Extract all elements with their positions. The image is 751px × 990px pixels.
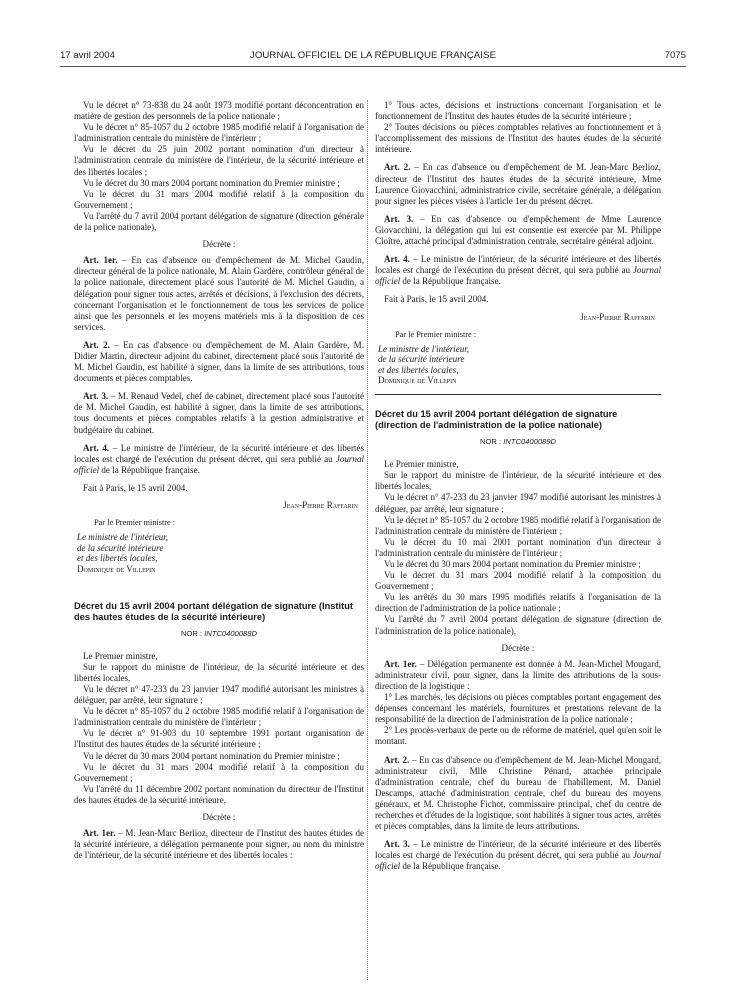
decrete-heading: Décrète : <box>501 642 535 653</box>
article-text: – En cas d'absence ou d'empêchement de M. Jean-Marc Berlioz, directeur de l'Institut des hautes études de la sécurité intérieure, Mme Laurence Giovacchini, administratrice civile, secrétaire générale, a délégation pour signer les pièces visées à l'article 1er du présent décret. <box>375 162 662 206</box>
visa: Vu le décret n° 85-1057 du 2 octobre 1985 modifié relatif à l'organisation de l'administration centrale du ministère de l'intérieur ; <box>375 514 661 536</box>
article-text: – En cas d'absence ou d'empêchement de M. Alain Gardère, M. Didier Martin, directeur adjoint du cabinet, directement placé sous l'autorité de M. Michel Gaudin, est habilité à signer, dans la limite de ses attributions, tous documents et pièces comptables. <box>74 339 364 384</box>
list-item: 2° Les procès-verbaux de perte ou de réforme de matériel, quel qu'en soit le montant. <box>375 725 661 747</box>
visa: Vu le décret n° 85-1057 du 2 octobre 1985 modifié relatif à l'organisation de l'administration centrale du ministère de l'intérieur ; <box>74 706 364 728</box>
visa: Vu le décret n° 73-838 du 24 août 1973 modifié portant déconcentration en matière de gestion des personnels de la police nationale ; <box>74 100 364 122</box>
list-item: 1° Tous actes, décisions et instructions concernant l'organisation et le fonctionnement de l'Institut des hautes études de la sécurité intérieure ; <box>375 100 661 122</box>
minister-name: Dominique de Villepin <box>77 563 156 574</box>
journal-officiel-ref: Journal officiel <box>375 850 661 872</box>
minister-signature <box>378 344 661 387</box>
left-column <box>74 100 364 861</box>
article-label: Art. 2. <box>384 162 411 173</box>
premier-ministre: Le Premier ministre, <box>83 650 158 661</box>
fait-a-paris: Fait à Paris, le 15 avril 2004. <box>384 294 489 305</box>
article-label: Art. 3. <box>384 213 414 224</box>
minister-title-line: de la sécurité intérieure <box>77 542 164 553</box>
article-text: de la République française. <box>400 861 501 872</box>
header-date: 17 avril 2004 <box>60 50 115 61</box>
fait-a-paris: Fait à Paris, le 15 avril 2004. <box>83 482 188 493</box>
visa: Vu le décret du 30 mars 2004 portant nomination du Premier ministre ; <box>384 559 641 569</box>
minister-signature <box>77 532 364 575</box>
header-rule <box>60 66 686 67</box>
article-label: Art. 4. <box>384 254 410 265</box>
list-item: 2° Toutes décisions ou pièces comptables relatives au fonctionnement et à l'accomplissement des missions de l'Institut des hautes études de la sécurité intérieure. <box>375 122 661 155</box>
journal-title: JOURNAL OFFICIEL DE LA RÉPUBLIQUE FRANÇAISE <box>249 50 497 61</box>
nor-reference <box>74 628 364 639</box>
section-separator <box>375 394 661 395</box>
article-text: de la République française. <box>99 464 200 475</box>
article <box>375 162 661 206</box>
signatory: Jean-Pierre Raffarin <box>580 311 655 322</box>
article-label: Art. 3. <box>83 391 109 402</box>
article-text: de la République française. <box>400 276 501 287</box>
decree-title: Décret du 15 avril 2004 portant délégation de signature (direction de l'administration de la police nationale) <box>375 409 618 431</box>
article <box>74 391 364 435</box>
visa: Vu le décret n° 47-233 du 23 janvier 1947 modifié autorisant les ministres à déléguer, par arrêté, leur signature ; <box>375 492 661 514</box>
visa: Vu le décret du 25 juin 2002 portant nomination d'un directeur à l'administration centrale du ministère de l'intérieur, de la sécurité intérieure et des libertés locales ; <box>74 144 364 177</box>
minister-title-line: de la sécurité intérieure <box>378 354 465 365</box>
decree-title: Décret du 15 avril 2004 portant délégation de signature (Institut des hautes études de la sécurité intérieure) <box>74 600 353 622</box>
journal-officiel-ref: Journal officiel <box>74 453 364 475</box>
nor-code: INTC0400088D <box>204 628 257 638</box>
visa: Vu les arrêtés du 30 mars 1995 modifiés relatifs à l'organisation de la direction de l'administration de la police nationale ; <box>375 592 661 614</box>
article-text: – En cas d'absence ou d'empêchement de M. Jean-Michel Mougard, administrateur civil, Mlle Christine Pénard, attachée principale d'administration centrale, chef du bureau de l'habillement, M. Daniel Descamps, attaché d'administration centrale, chef du bureau des moyens généraux, et M. Christophe Fichot, commissaire principal, chef du centre de recherches et d'études de la logistique, sont habilités à signer tous actes, arrêtés et pièces comptables, dans la limite de leurs attributions. <box>375 754 662 832</box>
visa: Vu le décret du 31 mars 2004 modifié relatif à la composition du Gouvernement ; <box>74 761 364 783</box>
article <box>74 340 364 384</box>
visa: Sur le rapport du ministre de l'intérieur, de la sécurité intérieure et des libertés locales, <box>375 470 661 492</box>
signatory: Jean-Pierre Raffarin <box>283 500 358 510</box>
article <box>375 659 661 692</box>
visa: Vu le décret du 31 mars 2004 modifié relatif à la composition du Gouvernement ; <box>375 570 661 592</box>
article-label: Art. 1er. <box>384 658 417 669</box>
right-column <box>375 100 661 872</box>
article-text: – Le ministre de l'intérieur, de la sécurité intérieure et des libertés locales est chargé de l'exécution du présent décret, qui sera publié au <box>375 839 662 861</box>
article-label: Art. 2. <box>384 754 410 765</box>
column-divider <box>367 100 368 980</box>
minister-title-line: et des libertés locales, <box>77 553 158 564</box>
nor-label: NOR : <box>480 437 504 447</box>
minister-name: Dominique de Villepin <box>378 375 457 386</box>
premier-ministre: Le Premier ministre, <box>384 459 459 470</box>
article-label: Art. 2. <box>83 339 110 350</box>
article-text: – M. Renaud Vedel, chef de cabinet, directement placé sous l'autorité de M. Michel Gaudin, est habilité à signer, dans la limite de ses attributions, tous documents et pièces comptables relatifs à la gestion administrative et budgétaire du cabinet. <box>74 391 364 435</box>
article <box>375 214 661 247</box>
visa: Vu l'arrêté du 7 avril 2004 portant délégation de signature (direction générale de la police nationale), <box>74 210 364 233</box>
visa: Vu le décret du 31 mars 2004 modifié relatif à la composition du Gouvernement ; <box>74 188 364 210</box>
visa: Vu le décret n° 91-903 du 10 septembre 1991 portant organisation de l'Institut des hautes études de la sécurité intérieure ; <box>74 728 364 750</box>
article-text: – Le ministre de l'intérieur, de la sécurité intérieure et des libertés locales est chargé de l'exécution du présent décret, qui sera publié au <box>375 254 662 276</box>
visa: Vu le décret n° 85-1057 du 2 octobre 1985 modifié relatif à l'organisation de l'administration centrale du ministère de l'intérieur ; <box>74 122 364 144</box>
article-label: Art. 3. <box>384 839 410 850</box>
decrete-heading: Décrète : <box>202 811 236 822</box>
minister-title-line: Le ministre de l'intérieur, <box>378 343 470 354</box>
nor-reference <box>375 436 661 447</box>
article <box>74 443 364 476</box>
article-text: – Le ministre de l'intérieur, de la sécurité intérieure et des libertés locales est chargé de l'exécution du présent décret, qui sera publié au <box>74 442 365 464</box>
decrete-heading: Décrète : <box>202 239 236 250</box>
visa: Vu l'arrêté du 11 décembre 2002 portant nomination du directeur de l'Institut des hautes études de la sécurité intérieure, <box>74 783 364 805</box>
article-text: – M. Jean-Marc Berlioz, directeur de l'Institut des hautes études de la sécurité intérieure, a délégation permanente pour signer, au nom du ministre de l'intérieur, de la sécurité intérieure et des libertés locales : <box>74 828 364 861</box>
visa: Vu le décret du 30 mars 2004 portant nomination du Premier ministre ; <box>83 177 340 188</box>
par-le-premier-ministre: Par le Premier ministre : <box>395 329 477 339</box>
par-le-premier-ministre: Par le Premier ministre : <box>94 518 176 528</box>
article <box>375 755 661 833</box>
article-label: Art. 4. <box>83 442 110 453</box>
minister-title-line: et des libertés locales, <box>378 364 459 375</box>
visa: Vu le décret du 10 mai 2001 portant nomination d'un directeur à l'administration centrale du ministère de l'intérieur ; <box>375 536 661 558</box>
article-label: Art. 1er. <box>83 828 116 839</box>
journal-officiel-ref: Journal officiel <box>375 265 661 287</box>
article-text: – En cas d'absence ou d'empêchement de Mme Laurence Giovacchini, la délégation qui lui est consentie est exercée par M. Philippe Cloître, attaché principal d'administration centrale, secrétaire général adjoint. <box>375 213 662 247</box>
article-label: Art. 1er. <box>83 255 118 266</box>
page-number: 7075 <box>664 50 686 61</box>
article <box>74 828 364 861</box>
nor-code: INTC0400089D <box>503 437 556 447</box>
nor-label: NOR : <box>181 628 205 638</box>
page-header <box>60 50 686 64</box>
visa: Sur le rapport du ministre de l'intérieur, de la sécurité intérieure et des libertés locales, <box>74 661 364 683</box>
minister-title-line: Le ministre de l'intérieur, <box>77 532 169 543</box>
visa: Vu l'arrêté du 7 avril 2004 portant délégation de signature (direction de l'administration de la police nationale), <box>375 614 661 636</box>
list-item: 1° Les marchés, les décisions ou pièces comptables portant engagement des dépenses concernant les matériels, fournitures et prestations relevant de la responsabilité de la direction de l'administration de la police nationale ; <box>375 692 661 725</box>
visa: Vu le décret du 30 mars 2004 portant nomination du Premier ministre ; <box>83 750 340 761</box>
article-text: – Délégation permanente est donnée à M. Jean-Michel Mougard, administrateur civil, pour signer, dans la limite des attributions de la sous-direction de la logistique : <box>375 658 661 691</box>
article <box>375 254 661 287</box>
visa: Vu le décret n° 47-233 du 23 janvier 1947 modifié autorisant les ministres à déléguer, par arrêté, leur signature ; <box>74 683 364 706</box>
article <box>74 255 364 333</box>
article-text: – En cas d'absence ou d'empêchement de M. Michel Gaudin, directeur général de la police nationale, M. Alain Gardère, contrôleur général de la police nationale, directement placé sous l'autorité de M. Michel Gaudin, a délégation pour signer tous actes, arrêtés et décisions, à l'exclusion des décrets, concernant l'organisation et le fonctionnement de tous les services de police ainsi que les personnels et les moyens matériels mis à la disposition de ces services. <box>74 255 365 332</box>
article <box>375 839 661 872</box>
